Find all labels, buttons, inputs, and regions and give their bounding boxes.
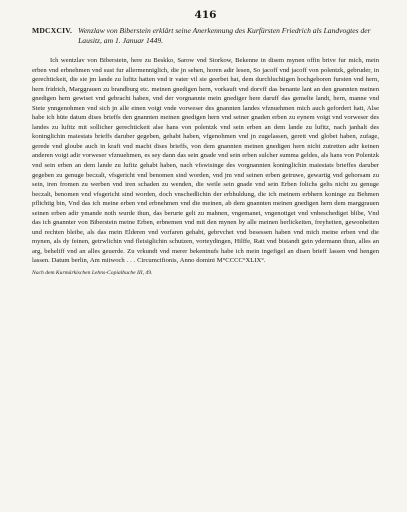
document-title: Wenzlaw von Biberstein erklärt seine Anerkennung des Kurfürsten Friedrich als Landvogtes der Lausitz, am 1. Januar 1449. — [78, 26, 371, 45]
document-heading — [32, 26, 379, 46]
document-body: Ich wentzlav von Biberstein, here zu Beskko, Sarow vnd Storkow, Bekenne in disem mynen offin brive fur mich, mein erben vnd erbnehmen vnd sust fur allermenniglich, die jn sehen, horen adir lesen, So jacoff vnd jacoff von polentzk, gebruder, in gerechtickeit, die sie jm lande zu lufitz hatten vnd ir vater vil sie geerbet hat, dem durchluchtigen hochgeboren fursten vnd hern, hern fridrich, Marggrauen zu brandburg etc. meinen gnedigen hern, vorkauft vnd dorvff das benante lant an den gnannten meinen gnedigen hern gewiset vnd gebracht haben, vnd der vorgnannte mein gnediger here daruff das gemelte landt, hern, manne vnd Stete ynngenohmen vnd sich jn alle einen voigt vnde vorweser des gnannten landes vfznuehmen mich auch gefordert hatt, Alse habe ich hüte datum dises brieffs den gnannten meinen gnedigen hern vnd seiner gnaden erben zu eynem voigt vnd vorweser des landes zu lufitz mit sollicher gerechtickeit alse hans von polentzk vnd sein erben an dem lande zu lufitz, nach janhalt des koninglichin maiestats brieffs daruber gegeben, gehabt haben, vfgenohmen vnd jn zugelassen, gerett vnd globet haben, zufage, gerede vnd gloube auch in kraft vnd macht dises brieffs, von dem gnannten meinen gnedigen hern nicht zutretten adir keinen anderen voigt adir vorweser vfznuehmen, es sey dann das sein gnade vnd sein erben sulcher summa geldes, als hans von Polentzk vnd sein erben an dem lande zu lufitz gehabt haben, nach vfswisinge des vorgnannten koninglichin maiestats brieffes daruber gegeben zu genuge beczalt, vfsgericht vnd benomen sind worden, vnd jm vnd seinen erben getruwe, gewartig vnd gehorsam zu sein, iren fromen zu werben vnd iren schaden zu wenden, die weile sein gnade vnd sein Erben folichs gelts nicht zu genuge beczalt, benomen vnd vfsgericht sind worden, doch vnschedlichin der erbhuldung, die ich meinem erbhern koninge zu Behmen pflichtig bin, Vnd das ich meine erben vnd erbnehmen vnd die meinen, ab dem gnannten meinen gnedigen hern dem marggrauen seinen erben adir ymande noth wurde thun, das berurte gelt zu mahnen, vngemanet, vngenotiget vnd vnbeschediget blibe, Vnd das ich gnannter von Biberstein meine Erben, erbnemen vnd mit den mynen by alle meinen herlickeiten, freyheiten, gewonheiten und rechten bleibe, als das mein Elderen vnd vorfaren gehabt, gebrvchet vnd besessen haben vnd mich meine erben vnd die mynen, als dy feinen, getrwlichin vnd fleisiglichin schutzen, vorteydingen, Hilffe, Ratt vnd bistandt gein ydermann thun, alles an arg, beheliff vnd an alles geuerde. Zu vrkundt vnd merer bekentnufs habe ich mein ingefigel an disen brieff lassen vnd hengen lassen. Datum berlin, Am mitwoch . . . Circumcifionis, Anno domini M°CCCC°XLIX°. — [32, 57, 379, 265]
source-note: Nach dem Kurmärkischen Lehns-Copialbuche III, 49. — [32, 270, 153, 277]
page-number: 416 — [194, 9, 217, 21]
document-number: MDCXCIV. — [32, 26, 73, 35]
